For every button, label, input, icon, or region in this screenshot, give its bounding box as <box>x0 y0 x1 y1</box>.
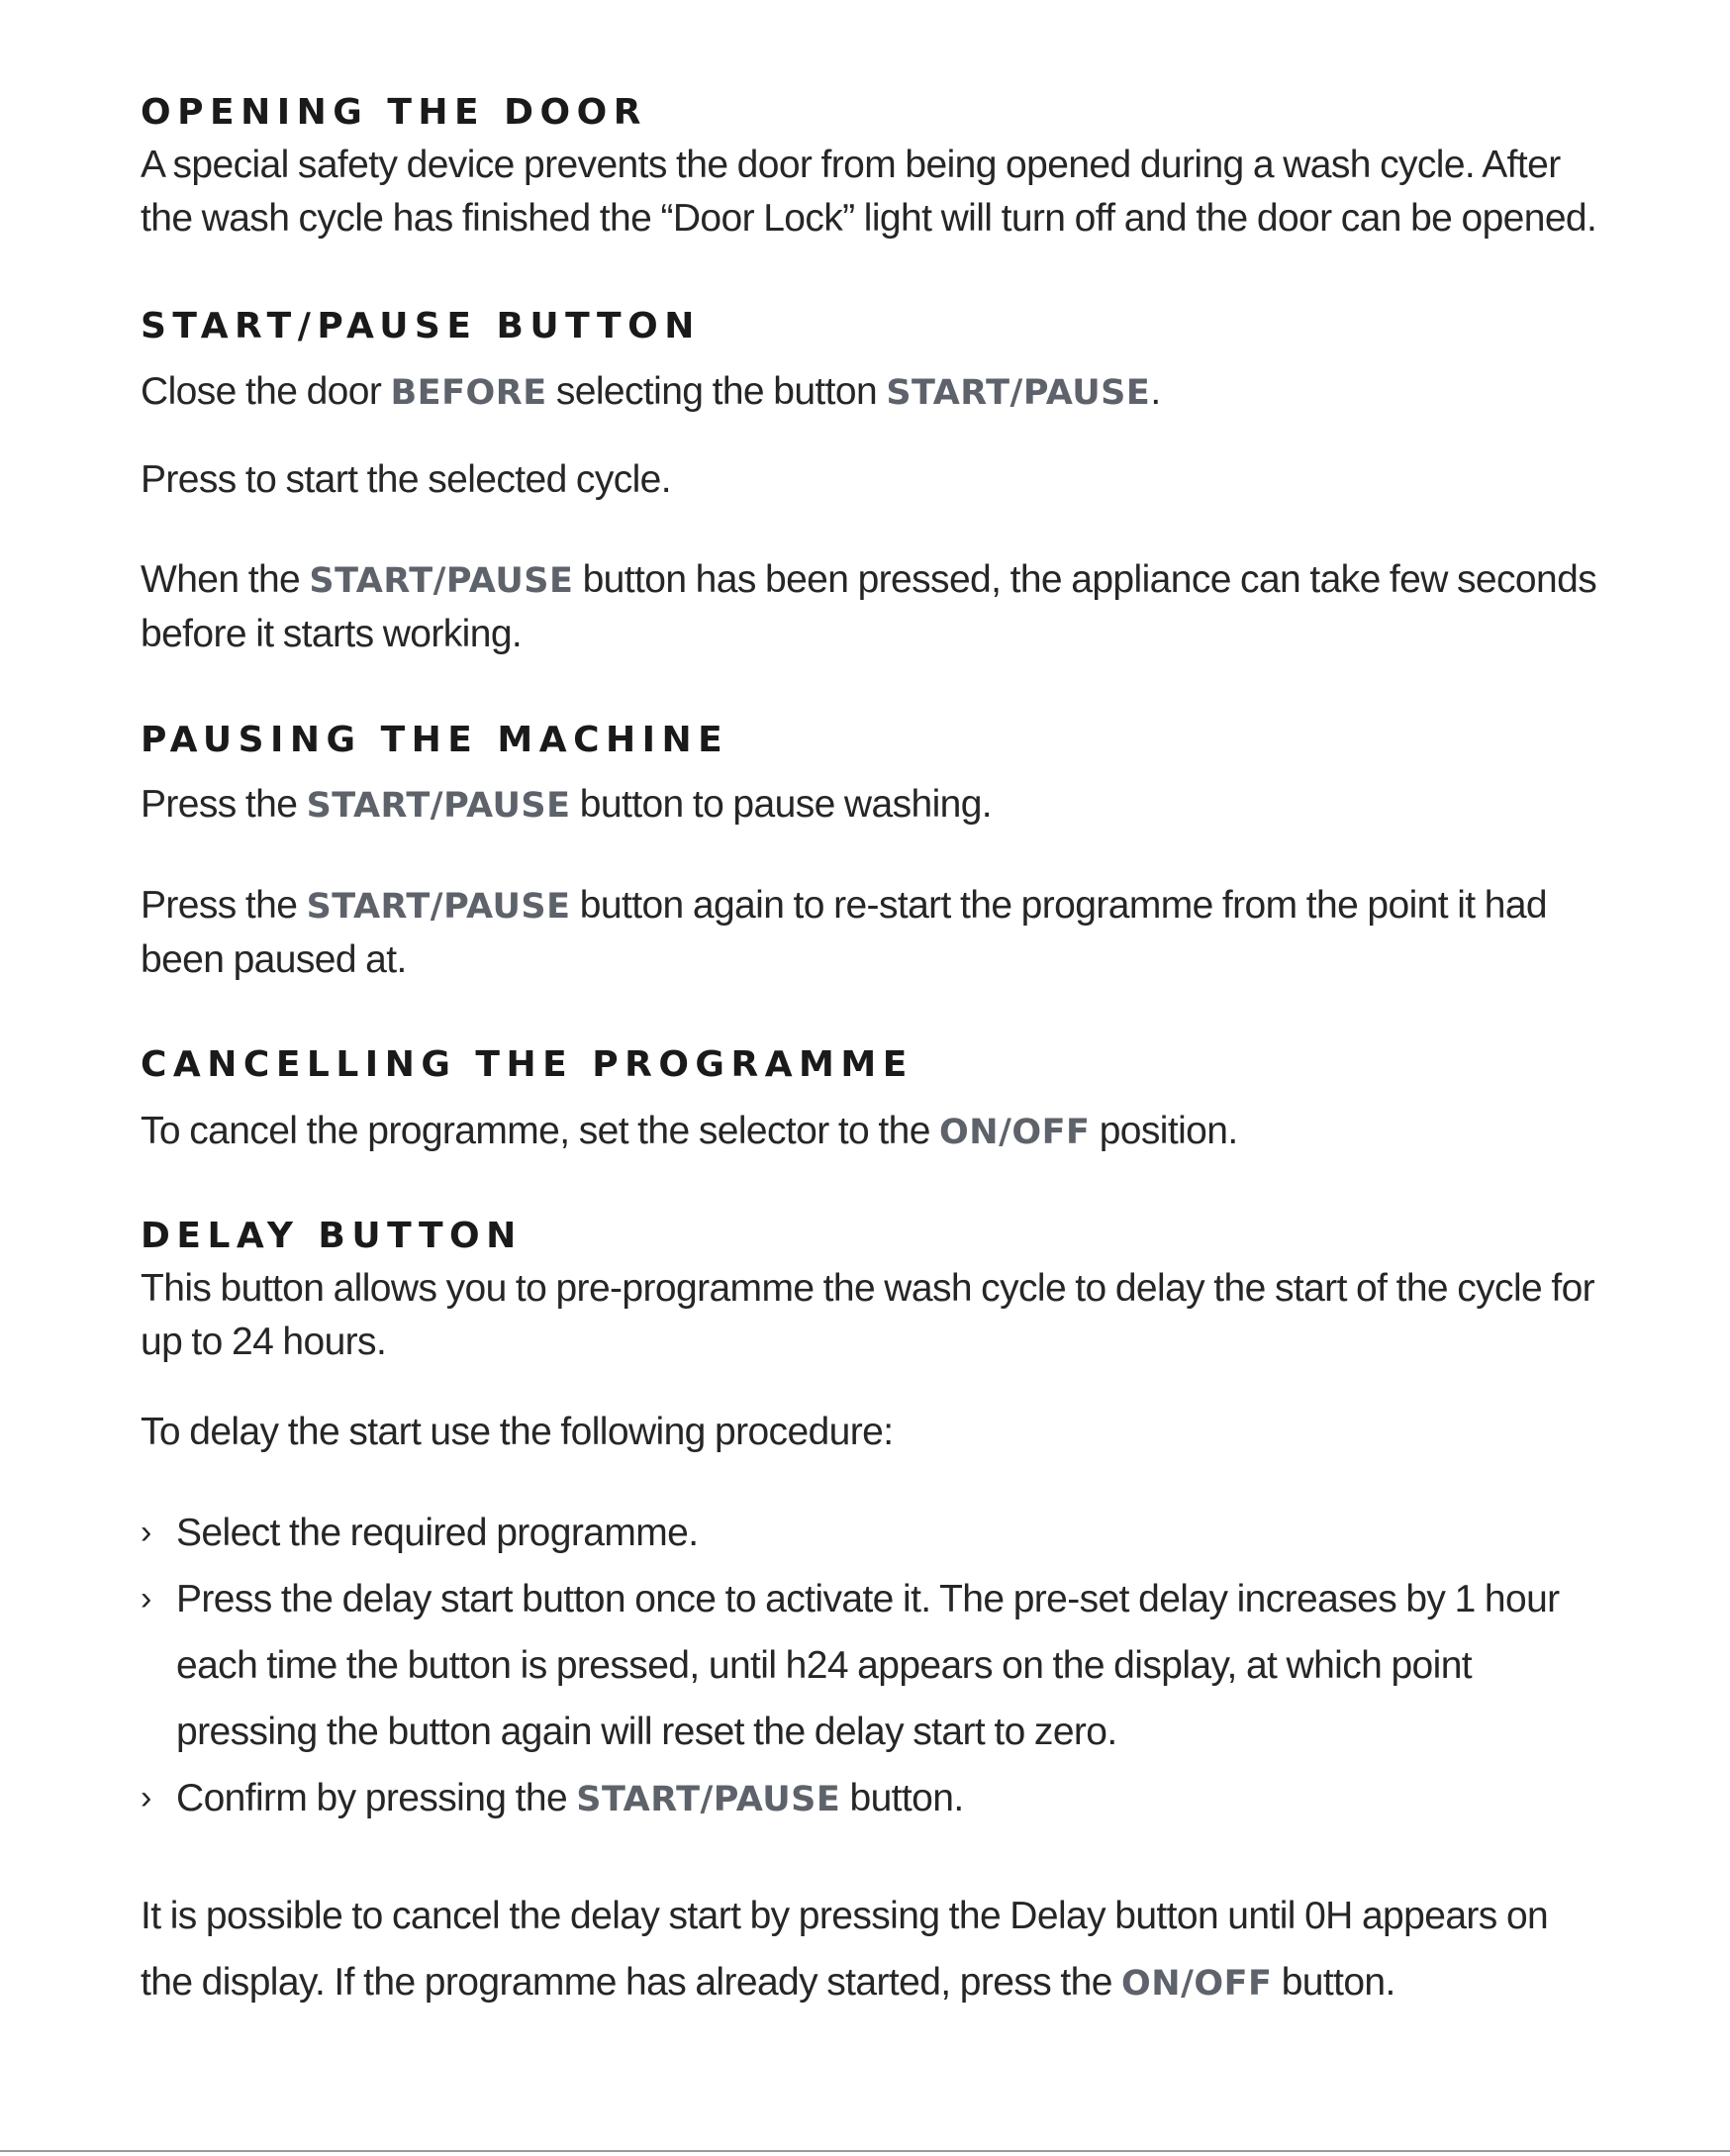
keyword-on-off: ON/OFF <box>939 1113 1091 1152</box>
delay-paragraph-1: This button allows you to pre-programme the wash cycle to delay the start of the cycle for up to 24 hours. <box>141 1267 1595 1363</box>
text-run: button to pause washing. <box>570 783 993 826</box>
pausing-paragraph-1 <box>141 778 1605 833</box>
list-item <box>141 1765 1605 1833</box>
text-run: button has been pressed, the appliance can take few seconds before it starts working. <box>141 558 1597 655</box>
list-item <box>141 1500 1605 1566</box>
door-paragraph: A special safety device prevents the door from being opened during a wash cycle. After the wash cycle has finished the “Door Lock” light will turn off and the door can be opened. <box>141 144 1597 240</box>
delay-paragraph-2: To delay the start use the following procedure: <box>141 1411 894 1453</box>
bullet-chevron-icon: › <box>141 1514 151 1551</box>
text-run: To cancel the programme, set the selector to the <box>141 1110 940 1152</box>
keyword-start-pause: START/PAUSE <box>306 786 571 826</box>
start-pause-paragraph-3 <box>141 553 1605 661</box>
list-item <box>141 1566 1605 1765</box>
text-run: It is possible to cancel the delay start by pressing the Delay button until 0H appears on the display. If the programme has already started, press the <box>141 1895 1549 2004</box>
heading-pausing-the-machine: PAUSING THE MACHINE <box>141 720 729 760</box>
text-run: Press the <box>141 783 307 826</box>
text-run: When the <box>141 558 310 601</box>
text-run: button again to re-start the programme from the point it had been paused at. <box>141 884 1548 981</box>
cancelling-paragraph <box>141 1105 1605 1159</box>
pausing-paragraph-2 <box>141 879 1605 987</box>
text-run: position. <box>1090 1110 1238 1152</box>
delay-paragraph-3 <box>141 1883 1605 2017</box>
keyword-start-pause: START/PAUSE <box>306 887 571 927</box>
start-pause-paragraph-1 <box>141 365 1605 420</box>
text-run: Close the door <box>141 370 391 413</box>
list-item-text: Select the required programme. <box>176 1512 699 1554</box>
heading-cancelling-the-programme: CANCELLING THE PROGRAMME <box>141 1044 913 1085</box>
text-run: Confirm by pressing the <box>176 1777 577 1819</box>
list-item-text <box>176 1777 964 1819</box>
delay-procedure-list <box>141 1500 1605 1833</box>
keyword-before: BEFORE <box>390 373 547 413</box>
heading-delay-button: DELAY BUTTON <box>141 1216 523 1256</box>
keyword-on-off: ON/OFF <box>1121 1964 1273 2004</box>
text-run: . <box>1150 370 1161 413</box>
bullet-chevron-icon: › <box>141 1580 151 1617</box>
heading-start-pause-button: START/PAUSE BUTTON <box>141 306 701 346</box>
keyword-start-pause: START/PAUSE <box>576 1780 841 1819</box>
keyword-start-pause: START/PAUSE <box>309 561 574 601</box>
page-bottom-rule <box>0 2150 1730 2152</box>
text-run: button. <box>1272 1961 1395 2004</box>
keyword-start-pause: START/PAUSE <box>886 373 1151 413</box>
text-run: button. <box>840 1777 964 1819</box>
start-pause-paragraph-2: Press to start the selected cycle. <box>141 458 672 501</box>
text-run: selecting the button <box>546 370 887 413</box>
list-item-text: Press the delay start button once to activate it. The pre-set delay increases by 1 hour each time the button is pressed, until h24 appears on the display, at which point pressing the button again will reset the delay start to zero. <box>176 1578 1560 1753</box>
text-run: Press the <box>141 884 307 927</box>
bullet-chevron-icon: › <box>141 1779 151 1816</box>
heading-opening-the-door: OPENING THE DOOR <box>141 92 647 133</box>
